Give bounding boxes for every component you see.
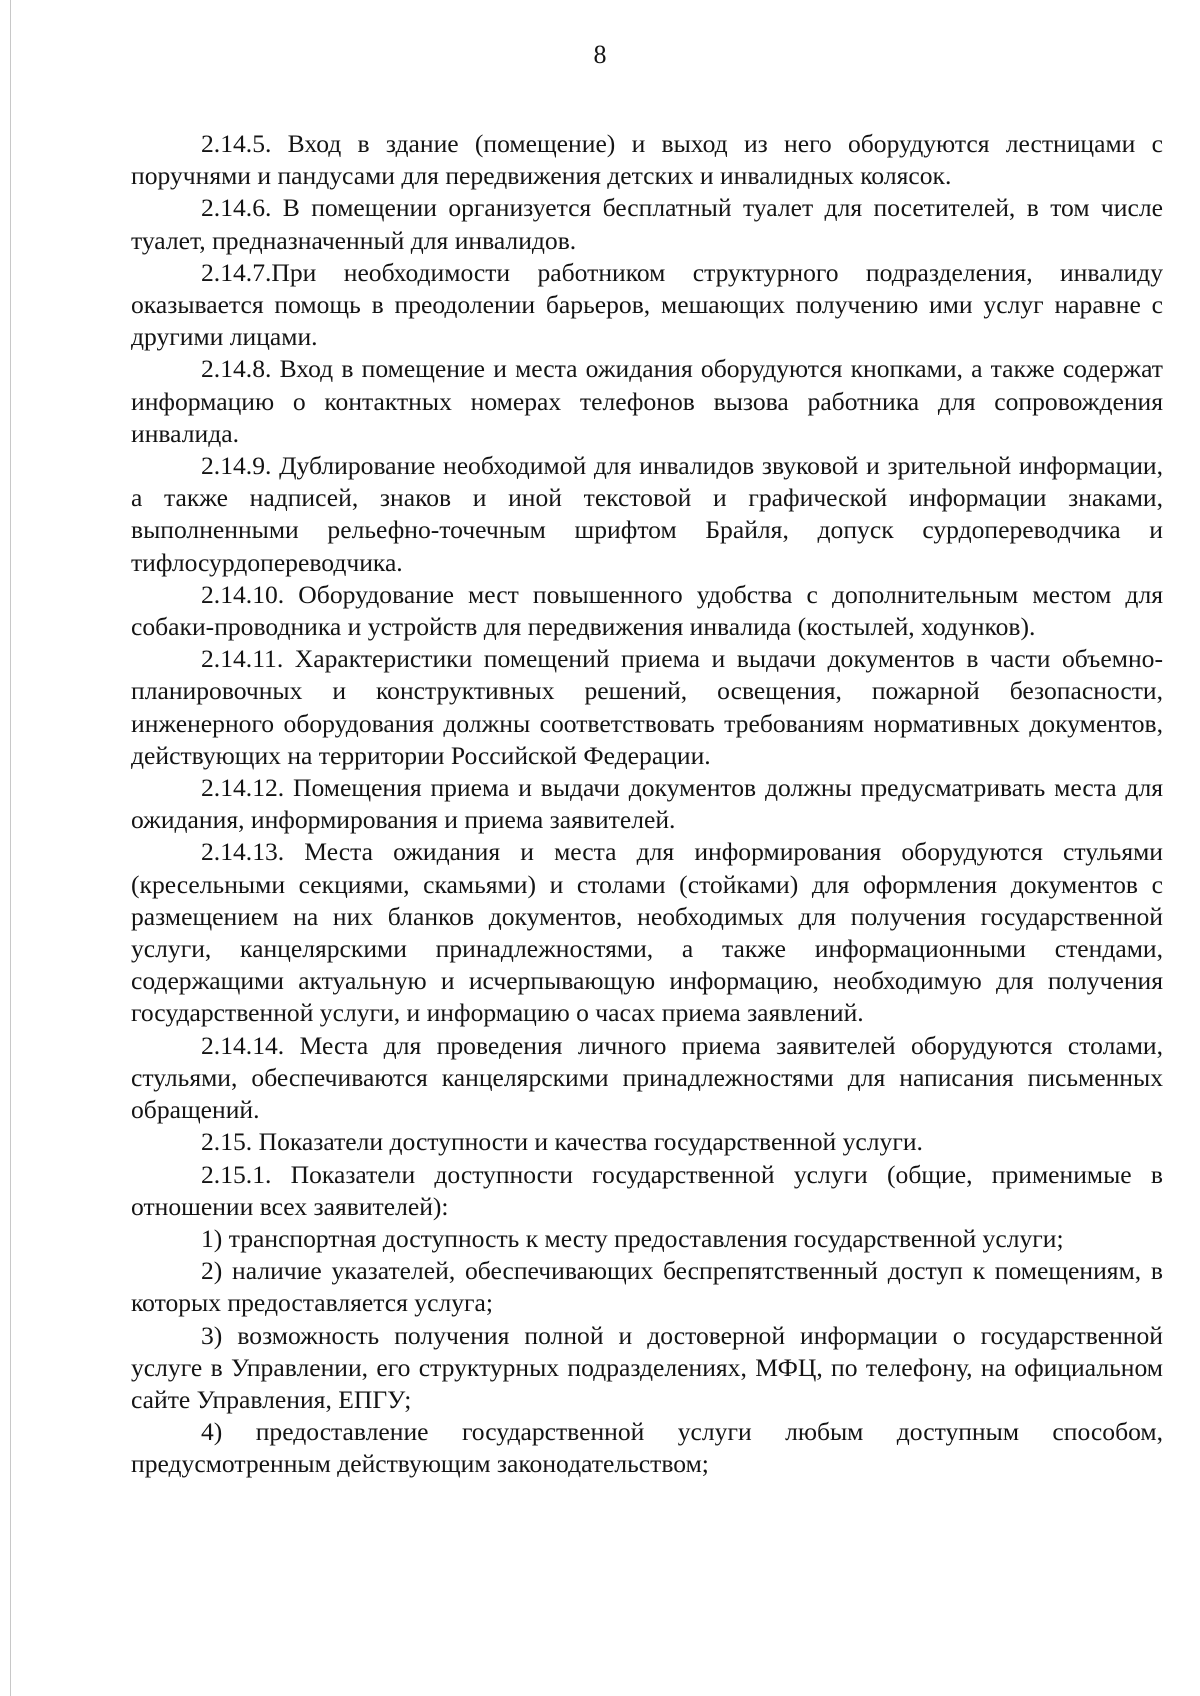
list-item-2: 2) наличие указателей, обеспечивающих беспрепятственный доступ к помещениям, в которых предоставляется услуга; — [131, 1256, 1163, 1318]
list-item-1: 1) транспортная доступность к месту предоставления государственной услуги; — [201, 1223, 1064, 1253]
paragraph-2-14-9: 2.14.9. Дублирование необходимой для инвалидов звуковой и зрительной информации, а также надписей, знаков и иной текстовой и графической информации знаками, выполненными рельефно-точечным шрифтом Брайля, допуск сурдопереводчика и тифлосурдопереводчика. — [131, 451, 1163, 577]
scan-edge-line — [10, 0, 11, 1696]
list-item-3: 3) возможность получения полной и достоверной информации о государственной услуге в Управлении, его структурных подразделениях, МФЦ, по телефону, на официальном сайте Управления, ЕПГУ; — [131, 1320, 1163, 1414]
paragraph-2-14-14: 2.14.14. Места для проведения личного приема заявителей оборудуются столами, стульями, обеспечиваются канцелярскими принадлежностями для написания письменных обращений. — [131, 1030, 1163, 1125]
paragraph-2-14-5: 2.14.5. Вход в здание (помещение) и выход из него оборудуются лестницами с поручнями и пандусами для передвижения детских и инвалидных колясок. — [131, 129, 1163, 191]
list-item-4: 4) предоставление государственной услуги любым доступным способом, предусмотренным действующим законодательством; — [131, 1417, 1163, 1479]
paragraph-2-14-11: 2.14.11. Характеристики помещений приема и выдачи документов в части объемно-планировочных и конструктивных решений, освещения, пожарной безопасности, инженерного оборудования должны соответствовать требованиям нормативных документов, действующих на территории Российской Федерации. — [131, 644, 1163, 770]
paragraph-2-15-1: 2.15.1. Показатели доступности государственной услуги (общие, применимые в отношении всех заявителей): — [131, 1159, 1163, 1221]
page-number: 8 — [593, 40, 607, 69]
paragraph-2-14-10: 2.14.10. Оборудование мест повышенного удобства с дополнительным местом для собаки-проводника и устройств для передвижения инвалида (костылей, ходунков). — [131, 579, 1163, 642]
paragraph-2-14-13: 2.14.13. Места ожидания и места для информирования оборудуются стульями (кресельными секциями, скамьями) и столами (стойками) для оформления документов с размещением на них бланков документов, необходимых для получения государственной услуги, канцелярскими принадлежностями, а также информационными стендами, содержащими актуальную и исчерпывающую информацию, необходимую для получения государственной услуги, и информацию о часах приема заявлений. — [131, 837, 1163, 1028]
document-body — [131, 128, 1163, 1481]
paragraph-2-14-7: 2.14.7.При необходимости работником структурного подразделения, инвалиду оказывается помощь в преодолении барьеров, мешающих получению ими услуг наравне с другими лицами. — [131, 257, 1163, 352]
paragraph-2-14-6: 2.14.6. В помещении организуется бесплатный туалет для посетителей, в том числе туалет, предназначенный для инвалидов. — [131, 193, 1163, 255]
paragraph-2-14-8: 2.14.8. Вход в помещение и места ожидания оборудуются кнопками, а также содержат информацию о контактных номерах телефонов вызова работника для сопровождения инвалида. — [131, 354, 1163, 448]
paragraph-2-14-12: 2.14.12. Помещения приема и выдачи документов должны предусматривать места для ожидания, информирования и приема заявителей. — [131, 773, 1163, 835]
paragraph-2-15: 2.15. Показатели доступности и качества государственной услуги. — [201, 1127, 923, 1157]
